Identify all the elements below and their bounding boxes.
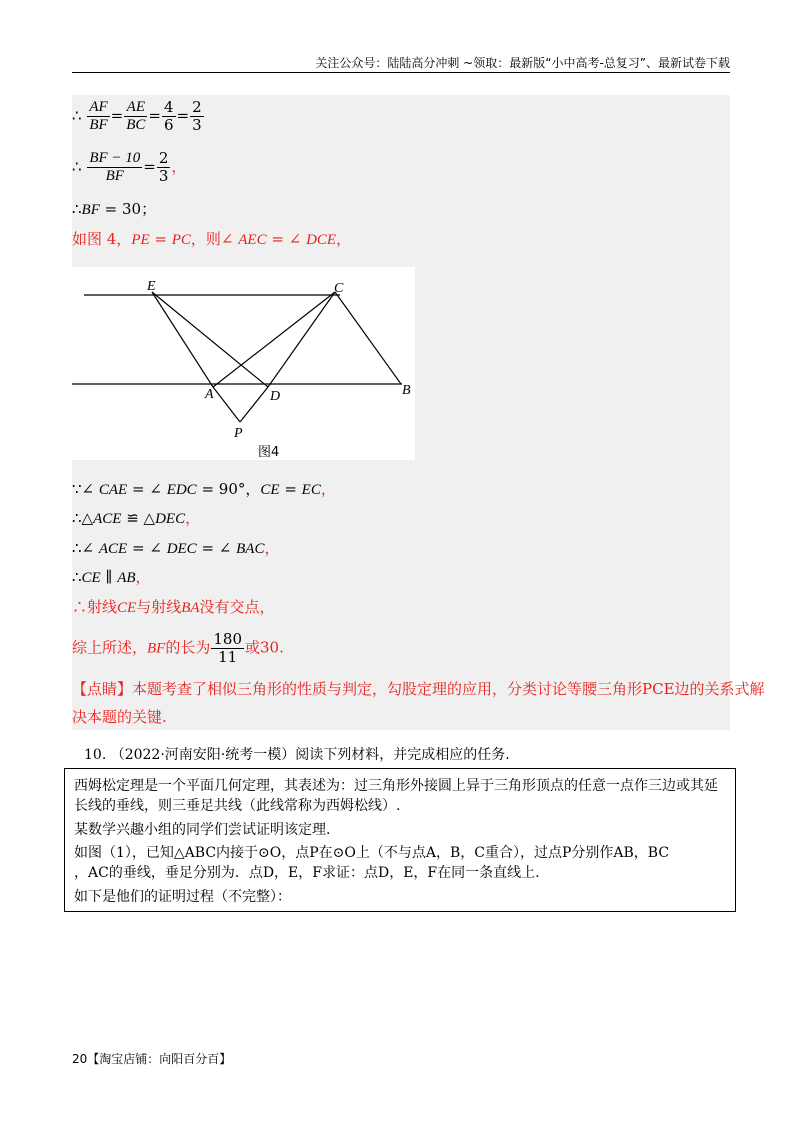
segment-dc [268,292,335,387]
key-point-line-2: 决本题的关键. [72,708,167,726]
solution-line-3: ∴BF = 30； [72,200,157,218]
fraction-ae-bc: $\frac{AE}{BC}$ [126,99,146,133]
key-point-line-1: 【点睛】本题考查了相似三角形的性质与判定，勾股定理的应用，分类讨论等腰三角形PCE边的关系式解 [72,680,765,698]
material-paragraph-4: 如图（1），已知△ABC内接于⊙O，点P在⊙O上（不与点A，B，C重合），过点P分别作AB，BC [74,845,670,861]
solution-line-5: ∵∠ CAE = ∠ EDC = 90°，CE = EC， [72,480,336,498]
segment-ed [152,292,268,387]
solution-block [72,95,765,730]
solution-line-1: ∴ $\frac{AF}{BF}$ = $\frac{AE}{BC}$ = $\frac{4}{6}$ = $\frac{2}{3}$ [72,98,202,134]
solution-line-2: ∴ $\frac{BF - 10}{BF}$ = $\frac{2}{3}$ ， [72,149,187,185]
therefore-symbol: ∴ [72,106,82,125]
segment-ac [213,292,335,387]
material-paragraph-3: 某数学兴趣小组的同学们尝试证明该定理. [74,822,331,838]
solution-line-8: ∴CE ∥ AB， [72,568,151,586]
material-paragraph-5: ，AC的垂线，垂足分别为．点D，E，F求证：点D，E，F在同一条直线上. [74,865,540,881]
segment-dp [240,387,268,422]
solution-line-9: ∴射线CE与射线BA没有交点， [72,598,275,616]
label-p: P [234,426,243,441]
page-footer: 20【淘宝店铺：向阳百分百】 [72,1052,232,1066]
label-b: B [402,383,411,398]
fraction-180-11: $\frac{180}{11}$ [213,630,242,666]
solution-line-6: ∴△ACE ≌ △DEC， [72,509,201,527]
header-divider [72,72,730,73]
material-paragraph-6: 如下是他们的证明过程（不完整）： [74,889,291,905]
fraction-2-3: $\frac{2}{3}$ [192,98,202,134]
reading-material-box [64,768,736,912]
figure-4-drawing [72,267,415,460]
label-e: E [147,279,156,294]
segment-ea [152,292,213,387]
page-header: 关注公众号：陆陆高分冲刺 ~领取：最新版“小中高考-总复习”、最新试卷下载 [315,56,730,70]
solution-line-10: 综上所述，BF的长为 $\frac{180}{11}$ 或30. [72,630,284,666]
solution-line-4: 如图 4，PE = PC，则∠ AEC = ∠ DCE， [72,230,352,248]
fraction-2-3-b: $\frac{2}{3}$ [158,149,169,185]
fraction-bf-minus-10: $\frac{BF - 10}{BF}$ [89,150,141,184]
geometry-figure-4 [72,267,415,460]
segment-cb [335,292,401,384]
fraction-af-bf: $\frac{AF}{BF}$ [89,99,108,133]
material-paragraph-1: 西姆松定理是一个平面几何定理，其表述为：过三角形外接圆上异于三角形顶点的任意一点作三边或其延 [74,778,718,794]
material-paragraph-2: 长线的垂线，则三垂足共线（此线常称为西姆松线）. [74,798,401,814]
solution-line-7: ∴∠ ACE = ∠ DEC = ∠ BAC， [72,539,280,557]
label-c: C [334,281,344,296]
label-d: D [270,389,281,404]
fraction-4-6: $\frac{4}{6}$ [163,98,174,134]
label-a: A [205,387,214,402]
segment-ap [213,387,240,422]
figure-caption: 图4 [258,445,280,460]
question-10-stem: 10. （2022·河南安阳·统考一模）阅读下列材料，并完成相应的任务. [84,747,510,763]
